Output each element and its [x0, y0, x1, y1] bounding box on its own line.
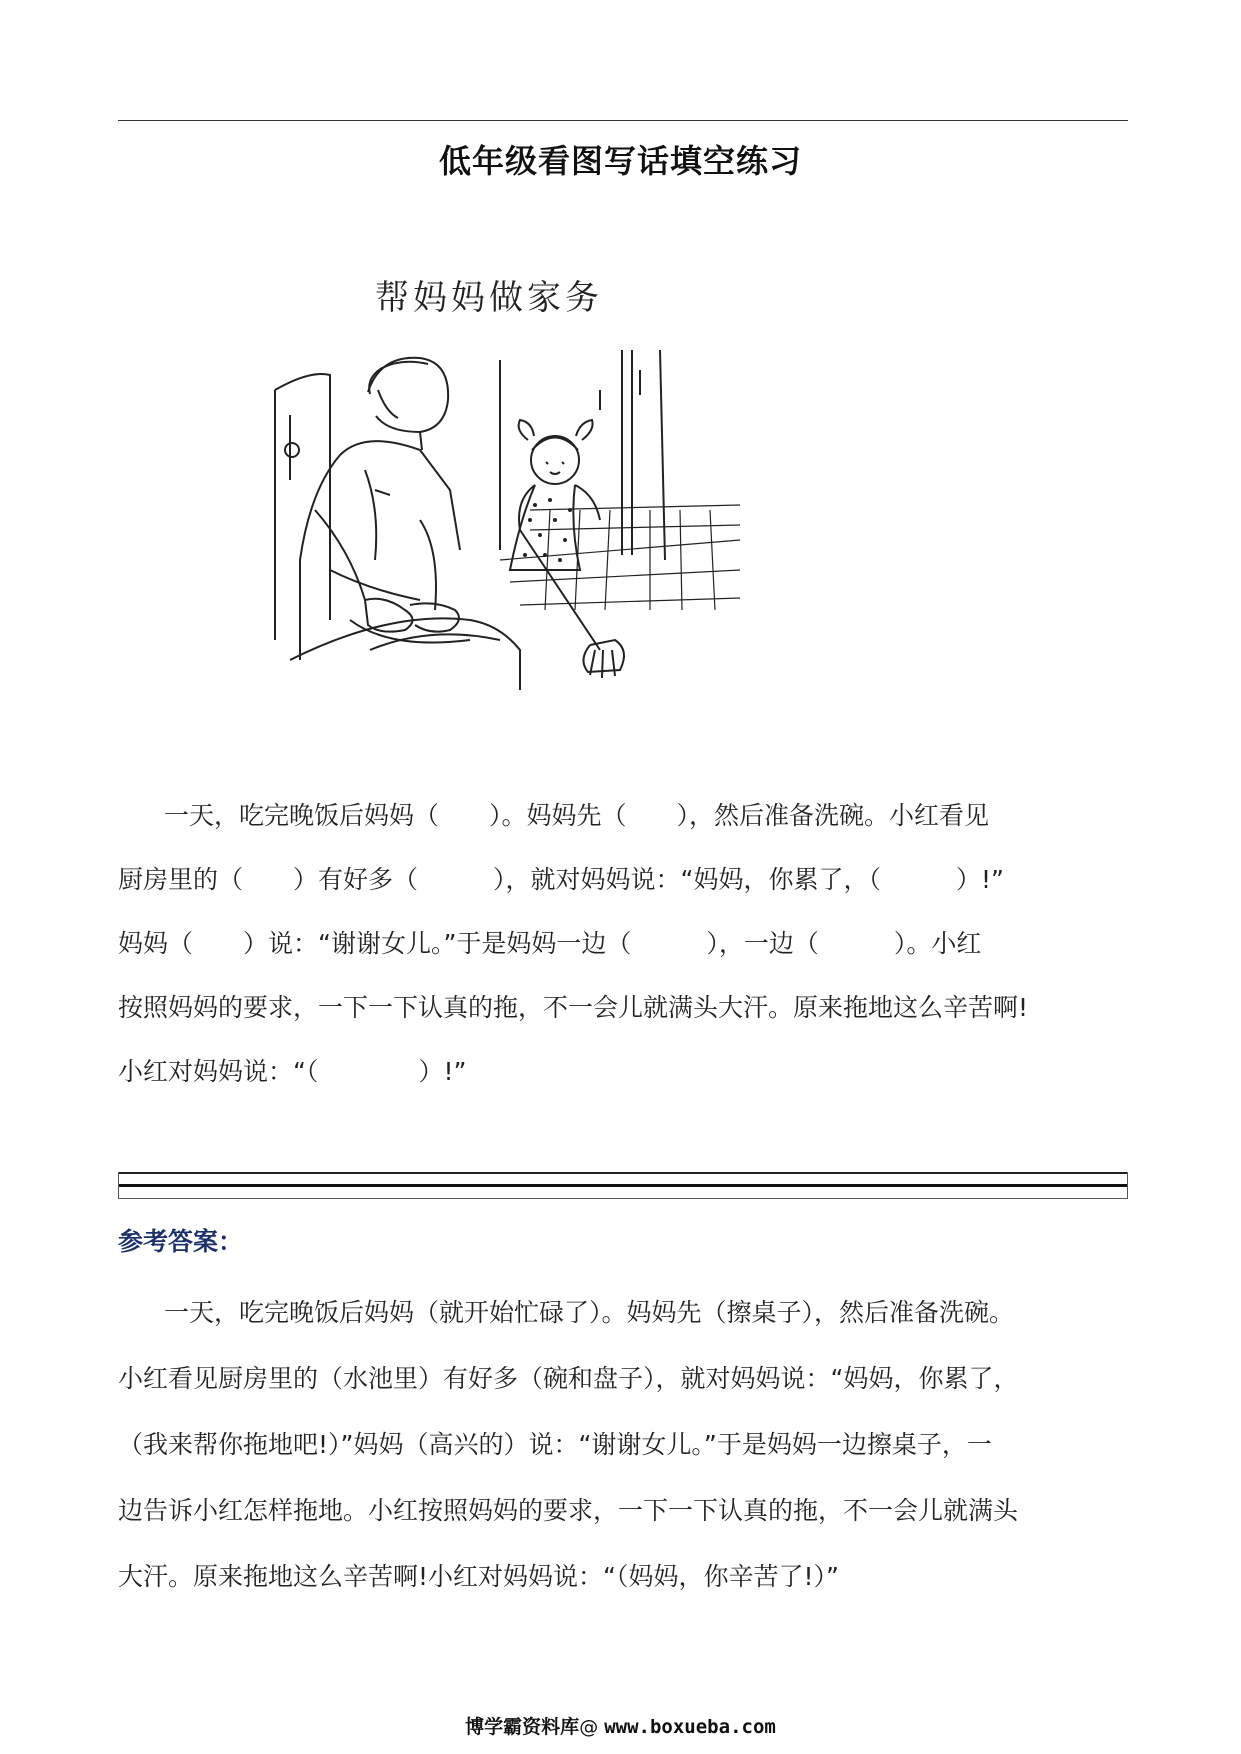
exercise-line: 厨房里的（ ）有好多（ ），就对妈妈说：“妈妈，你累了，（ ）!” [118, 865, 1004, 894]
illustration-caption: 帮妈妈做家务 [375, 278, 603, 318]
exercise-line: 一天，吃完晚饭后妈妈（ ）。妈妈先（ ），然后准备洗碗。小红看见 [164, 801, 990, 830]
answer-heading: 参考答案： [118, 1227, 244, 1256]
answer-line: 小红看见厨房里的（水池里）有好多（碗和盘子），就对妈妈说：“妈妈，你累了， [118, 1364, 1019, 1393]
illustration [270, 270, 740, 700]
top-rule [118, 120, 1128, 121]
exercise-paragraph [118, 784, 1128, 1104]
answer-line: 大汗。原来拖地这么辛苦啊!小红对妈妈说：“（妈妈，你辛苦了!）” [118, 1562, 839, 1591]
exercise-line: 妈妈（ ）说：“谢谢女儿。”于是妈妈一边（ ），一边（ ）。小红 [118, 929, 982, 958]
mother-and-daughter-cleaning-drawing [270, 320, 740, 700]
exercise-line: 按照妈妈的要求，一下一下认真的拖，不一会儿就满头大汗。原来拖地这么辛苦啊! [118, 993, 1029, 1022]
exercise-line: 小红对妈妈说：“（ ）!” [118, 1057, 467, 1086]
footer [0, 1712, 1241, 1739]
answer-line: （我来帮你拖地吧!）”妈妈（高兴的）说：“谢谢女儿。”于是妈妈一边擦桌子，一 [118, 1430, 992, 1459]
footer-at: @ [579, 1716, 599, 1738]
footer-brand: 博学霸资料库 [465, 1716, 580, 1738]
answer-line: 一天，吃完晚饭后妈妈（就开始忙碌了）。妈妈先（擦桌子），然后准备洗碗。 [164, 1298, 1015, 1327]
page-title: 低年级看图写话填空练习 [438, 142, 802, 180]
section-divider [118, 1172, 1128, 1208]
answer-line: 边告诉小红怎样拖地。小红按照妈妈的要求，一下一下认真的拖，不一会儿就满头 [118, 1496, 1019, 1525]
footer-site-link[interactable]: www.boxueba.com [604, 1716, 776, 1738]
answer-paragraph [118, 1280, 1128, 1610]
